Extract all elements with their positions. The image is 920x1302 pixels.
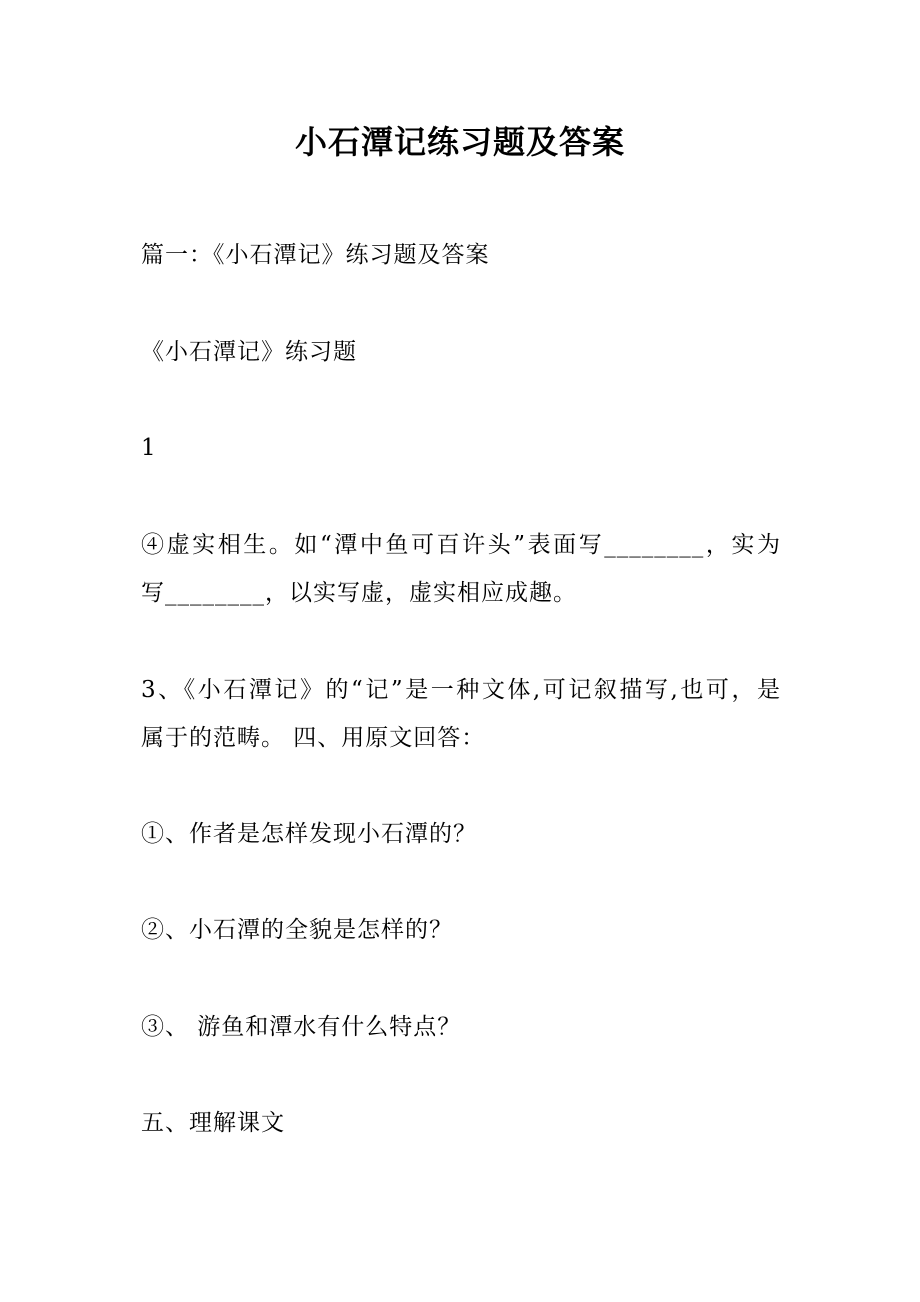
paragraph-section-five — [141, 1099, 781, 1147]
paragraph-line: 《小石潭记》练习题 — [141, 339, 357, 365]
paragraph-line: 五、理解课文 — [141, 1110, 285, 1136]
paragraph-section-heading — [141, 231, 781, 279]
paragraph-line: ②、小石潭的全貌是怎样的？ — [141, 917, 453, 943]
paragraph-line: ③、 游鱼和潭水有什么特点？ — [141, 1014, 462, 1040]
paragraph-answer-3 — [141, 1003, 781, 1051]
paragraph-question-3 — [141, 666, 781, 762]
paragraph-line: 写________，以实写虚，虚实相应成趣。 — [141, 580, 577, 606]
paragraph-line: ①、作者是怎样发现小石潭的？ — [141, 821, 477, 847]
paragraph-number — [141, 424, 781, 472]
paragraph-line: 3、《小石潭记》的“记”是一种文体,可记叙描写,也可，是 — [141, 677, 781, 703]
paragraph-answer-1 — [141, 810, 781, 858]
document-title: 小石潭记练习题及答案 — [294, 123, 625, 161]
paragraph-line: ④虚实相生。如“潭中鱼可百许头”表面写________，实为 — [141, 532, 781, 558]
paragraph-line: 1 — [141, 435, 157, 461]
paragraph-exercise-heading — [141, 328, 781, 376]
paragraph-line: 属于的范畴。 四、用原文回答： — [141, 725, 486, 751]
paragraph-line: 篇一：《小石潭记》练习题及答案 — [141, 242, 490, 268]
paragraph-question-4 — [141, 521, 781, 617]
paragraph-answer-2 — [141, 906, 781, 954]
